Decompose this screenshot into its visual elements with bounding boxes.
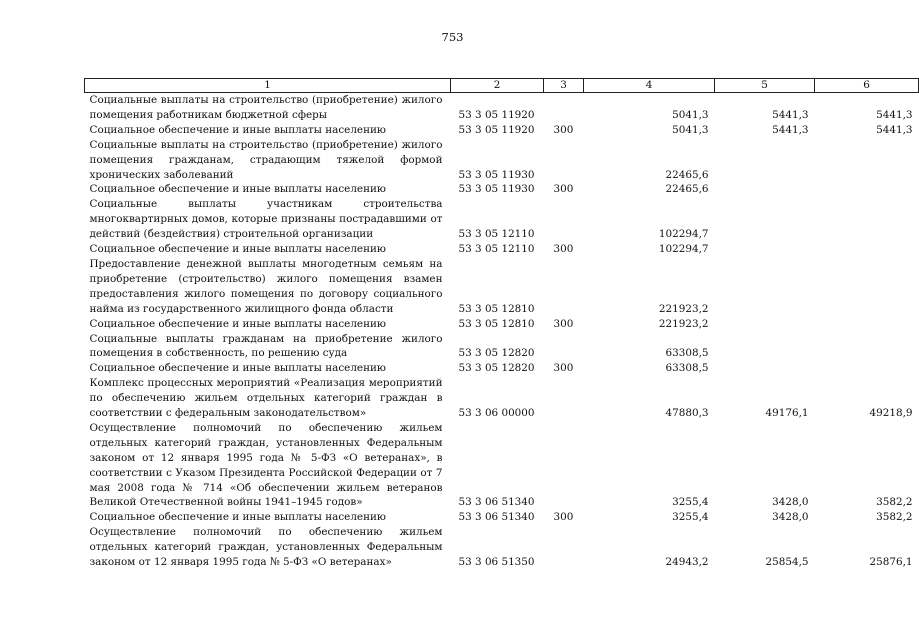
row-name: Комплекс процессных мероприятий «Реализация мероприятий по обеспечению жильем отдельных категорий граждан в соответствии с федеральным законодательством» (89, 377, 443, 420)
row-value-col4: 63308,5 (665, 362, 709, 375)
row-code: 53 3 05 12820 (458, 362, 535, 375)
column-header: 2 (451, 79, 544, 93)
table-row (85, 376, 919, 421)
table-row (85, 197, 919, 242)
header-row (85, 79, 919, 93)
row-value-col6 (815, 242, 919, 257)
row-value-col6: 25876,1 (869, 556, 913, 569)
row-expense-type (544, 376, 584, 421)
row-expense-type (544, 421, 584, 510)
row-value-col4: 5041,3 (672, 108, 709, 121)
table-row (85, 138, 919, 183)
row-expense-type (544, 93, 584, 123)
row-value-col5 (715, 182, 815, 197)
row-code: 53 3 05 12110 (458, 228, 535, 241)
row-value-col6 (815, 332, 919, 362)
row-value-col4: 63308,5 (665, 347, 709, 360)
column-header: 1 (85, 79, 451, 93)
row-expense-type: 300 (553, 317, 574, 330)
row-code: 53 3 05 12820 (458, 347, 535, 360)
row-value-col5 (715, 332, 815, 362)
row-expense-type: 300 (553, 243, 574, 256)
row-code: 53 3 06 51340 (458, 511, 535, 524)
row-name: Социальное обеспечение и иные выплаты населению (89, 183, 386, 196)
table-row (85, 257, 919, 317)
row-value-col4: 221923,2 (658, 302, 709, 315)
table-row (85, 510, 919, 525)
row-name: Социальные выплаты участникам строительства многоквартирных домов, которые признаны пострадавшими от действий (бездействия) строительной организации (89, 198, 443, 241)
row-code: 53 3 06 51350 (458, 556, 535, 569)
row-name: Социальное обеспечение и иные выплаты населению (89, 243, 386, 256)
row-code: 53 3 05 11930 (458, 183, 535, 196)
table-row (85, 317, 919, 332)
row-value-col4: 5041,3 (672, 123, 709, 136)
row-value-col6 (815, 257, 919, 317)
row-name: Социальные выплаты на строительство (приобретение) жилого помещения работникам бюджетной сферы (89, 94, 443, 121)
row-name: Социальное обеспечение и иные выплаты населению (89, 123, 386, 136)
row-value-col6 (815, 361, 919, 376)
row-expense-type (544, 138, 584, 183)
row-expense-type (544, 525, 584, 570)
row-value-col5 (715, 197, 815, 242)
table-row (85, 242, 919, 257)
row-value-col5: 3428,0 (772, 511, 809, 524)
table-body (85, 93, 919, 571)
page-number: 753 (441, 30, 464, 44)
row-value-col4: 102294,7 (658, 243, 709, 256)
row-expense-type (544, 257, 584, 317)
table-row (85, 421, 919, 510)
row-value-col4: 221923,2 (658, 317, 709, 330)
column-header: 4 (584, 79, 715, 93)
table-row (85, 93, 919, 123)
row-value-col5: 3428,0 (772, 496, 809, 509)
row-value-col4: 47880,3 (665, 407, 709, 420)
row-value-col5 (715, 138, 815, 183)
row-value-col6 (815, 317, 919, 332)
row-value-col5 (715, 242, 815, 257)
row-name: Социальное обеспечение и иные выплаты населению (89, 362, 386, 375)
row-value-col6: 3582,2 (876, 511, 913, 524)
row-value-col6 (815, 182, 919, 197)
row-name: Социальное обеспечение и иные выплаты населению (89, 317, 386, 330)
row-code: 53 3 05 11930 (458, 168, 535, 181)
row-name: Социальные выплаты на строительство (приобретение) жилого помещения гражданам, страдающим тяжелой формой хронических заболеваний (89, 138, 443, 181)
row-value-col4: 102294,7 (658, 228, 709, 241)
row-code: 53 3 06 00000 (458, 407, 535, 420)
row-expense-type (544, 197, 584, 242)
row-value-col5: 5441,3 (772, 123, 809, 136)
row-code: 53 3 05 11920 (458, 123, 535, 136)
row-expense-type: 300 (553, 123, 574, 136)
column-header: 3 (544, 79, 584, 93)
row-value-col4: 22465,6 (665, 183, 709, 196)
row-value-col5 (715, 361, 815, 376)
row-value-col4: 22465,6 (665, 168, 709, 181)
table-row (85, 332, 919, 362)
budget-table (84, 78, 919, 570)
row-expense-type (544, 332, 584, 362)
row-expense-type: 300 (553, 362, 574, 375)
row-code: 53 3 06 51340 (458, 496, 535, 509)
row-value-col5: 49176,1 (765, 407, 809, 420)
row-code: 53 3 05 12810 (458, 302, 535, 315)
row-name: Осуществление полномочий по обеспечению жильем отдельных категорий граждан, установленных Федеральным законом от 12 января 1995 года № 5-ФЗ «О ветеранах», в соответствии с Указом Президента Российской Федерации от 7 мая 2008 года № 714 «Об обеспечении жильем ветеранов Великой Отечественной войны 1941–1945 годов» (89, 421, 443, 509)
row-value-col4: 24943,2 (665, 556, 709, 569)
column-header: 6 (815, 79, 919, 93)
row-value-col6: 49218,9 (869, 407, 913, 420)
row-code: 53 3 05 12810 (458, 317, 535, 330)
table-row (85, 525, 919, 570)
row-value-col6 (815, 138, 919, 183)
row-value-col6: 5441,3 (876, 123, 913, 136)
row-code: 53 3 05 11920 (458, 108, 535, 121)
row-name: Осуществление полномочий по обеспечению жильем отдельных категорий граждан, установленных Федеральным законом от 12 января 1995 года № 5-ФЗ «О ветеранах» (89, 526, 443, 569)
column-header: 5 (715, 79, 815, 93)
row-value-col5: 25854,5 (765, 556, 809, 569)
row-value-col5: 5441,3 (772, 108, 809, 121)
row-value-col4: 3255,4 (672, 511, 709, 524)
table-row (85, 123, 919, 138)
row-expense-type: 300 (553, 511, 574, 524)
table-row (85, 361, 919, 376)
row-value-col6: 5441,3 (876, 108, 913, 121)
row-name: Социальные выплаты гражданам на приобретение жилого помещения в собственность, по решению суда (89, 332, 443, 360)
row-value-col5 (715, 317, 815, 332)
table-row (85, 182, 919, 197)
row-name: Социальное обеспечение и иные выплаты населению (89, 511, 386, 524)
row-name: Предоставление денежной выплаты многодетным семьям на приобретение (строительство) жилого помещения взамен предоставления жилого помещения по договору социального найма из государственного жилищного фонда области (89, 257, 443, 315)
row-value-col4: 3255,4 (672, 496, 709, 509)
row-value-col5 (715, 257, 815, 317)
row-value-col6 (815, 197, 919, 242)
row-code: 53 3 05 12110 (458, 243, 535, 256)
row-value-col6: 3582,2 (876, 496, 913, 509)
row-expense-type: 300 (553, 183, 574, 196)
